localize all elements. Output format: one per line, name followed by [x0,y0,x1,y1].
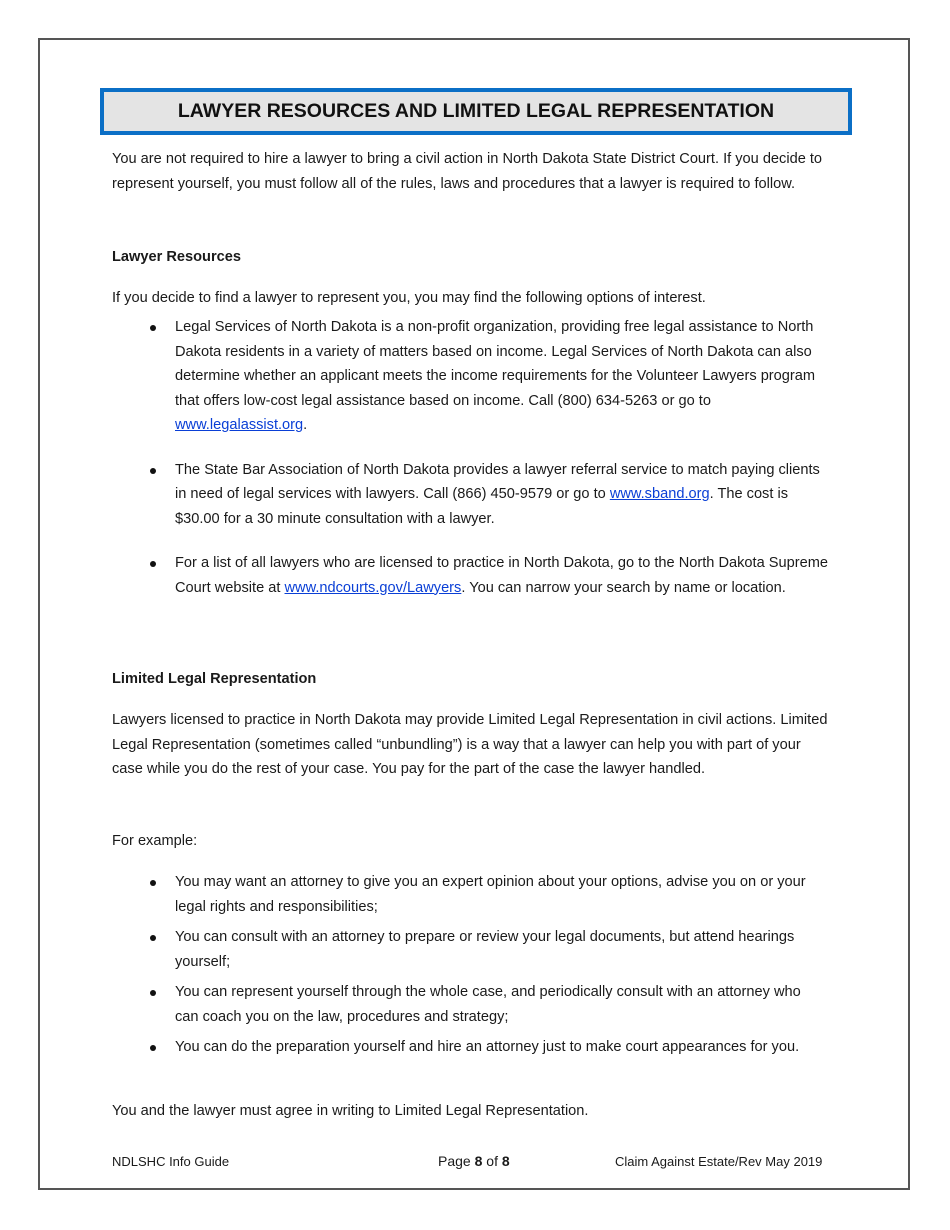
intro-paragraph: You are not required to hire a lawyer to bring a civil action in North Dakota State District Court. If you decide to represent yourself, you must follow all of the rules, laws and procedures that a lawyer is required to follow. [112,151,823,192]
examples-list [148,870,828,1060]
list-item [148,315,828,438]
list-item: You can consult with an attorney to prepare or review your legal documents, but attend hearings yourself; [148,925,828,974]
list-item: You can do the preparation yourself and hire an attorney just to make court appearances for you. [148,1035,828,1060]
item-text: The State Bar Association of North Dakota provides a lawyer referral service to match paying clients in need of legal services with lawyers. Call (866) 450-9579 or go to [175,461,820,502]
limited-representation-heading: Limited Legal Representation [112,671,317,687]
list-item [148,551,828,600]
list-item: You can represent yourself through the whole case, and periodically consult with an attorney who can coach you on the law, procedures and strategy; [148,980,828,1029]
legalassist-link[interactable]: www.legalassist.org [175,417,304,433]
footer-left: NDLSHC Info Guide [112,1154,230,1169]
item-text: . The cost is $30.00 for a 30 minute consultation with a lawyer. [175,486,788,527]
list-item [148,458,828,532]
lawyer-resources-intro: If you decide to find a lawyer to represent you, you may find the following options of interest. [112,290,706,306]
total-pages: 8 [501,1153,510,1169]
item-text: . [303,417,308,433]
closing-paragraph: You and the lawyer must agree in writing to Limited Legal Representation. [112,1103,589,1119]
for-example-label: For example: [112,833,198,849]
sband-link[interactable]: www.sband.org [609,486,710,502]
ndcourts-lawyers-link[interactable]: www.ndcourts.gov/Lawyers [284,579,462,596]
footer-page-number [438,1153,510,1169]
current-page: 8 [474,1153,483,1169]
item-text: Legal Services of North Dakota is a non-profit organization, providing free legal assistance to North Dakota residents in a variety of matters based on income. Legal Services of North Dakota can also determine whether an applicant meets the income requirements for the Volunteer Lawyers program that offers low-cost legal assistance based on income. Call (800) 634-5263 or go to [175,319,816,409]
section-title: LAWYER RESOURCES AND LIMITED LEGAL REPRESENTATION [100,88,852,135]
limited-representation-paragraph: Lawyers licensed to practice in North Dakota may provide Limited Legal Representation in civil actions. Limited Legal Representation (sometimes called “unbundling”) is a way that a lawyer can help you with part of your case while you do the rest of your case. You pay for the part of the case the lawyer handled. [112,712,828,777]
page-prefix: Page [438,1153,475,1169]
item-text: . You can narrow your search by name or location. [461,579,786,596]
lawyer-resources-list [148,315,828,600]
footer-right: Claim Against Estate/Rev May 2019 [615,1154,823,1169]
page-of: of [482,1153,502,1169]
lawyer-resources-heading: Lawyer Resources [112,249,241,265]
item-text: For a list of all lawyers who are licensed to practice in North Dakota, go to the North Dakota Supreme Court website at [175,555,828,596]
list-item: You may want an attorney to give you an expert opinion about your options, advise you on or your legal rights and responsibilities; [148,870,828,919]
